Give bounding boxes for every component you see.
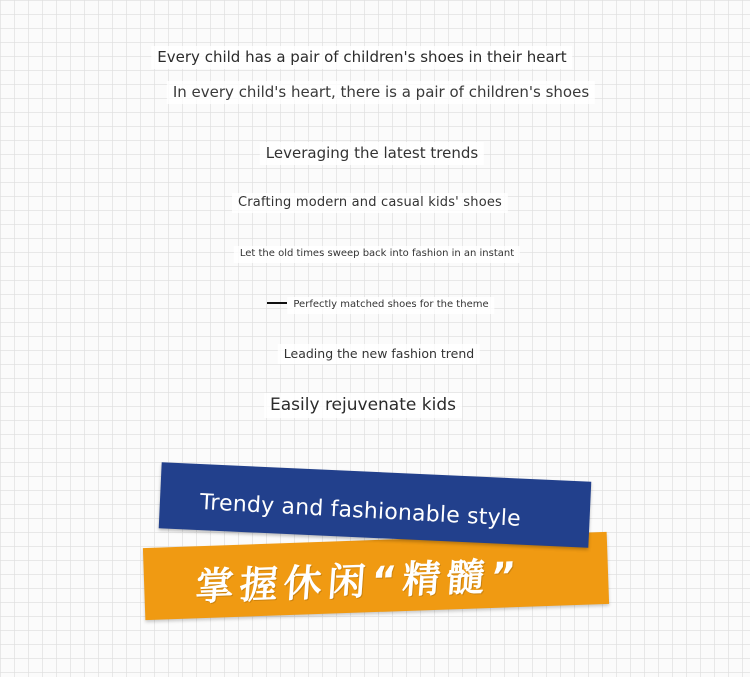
tagline-line-3: Leveraging the latest trends <box>260 142 484 165</box>
headline-line-2: In every child's heart, there is a pair of children's shoes <box>167 81 595 104</box>
tagline-line-6: Perfectly matched shoes for the theme <box>287 297 494 314</box>
blue-banner-text: Trendy and fashionable style <box>199 490 522 532</box>
tagline-line-5: Let the old times sweep back into fashion in an instant <box>234 246 520 263</box>
tagline-line-8: Easily rejuvenate kids <box>264 393 462 418</box>
tagline-line-7: Leading the new fashion trend <box>278 344 480 364</box>
tagline-line-4: Crafting modern and casual kids' shoes <box>232 193 508 213</box>
headline-line-1: Every child has a pair of children's shoes in their heart <box>151 46 572 69</box>
orange-banner-text: 掌握休闲“精髓” <box>194 553 524 610</box>
decorative-dash <box>267 302 287 304</box>
